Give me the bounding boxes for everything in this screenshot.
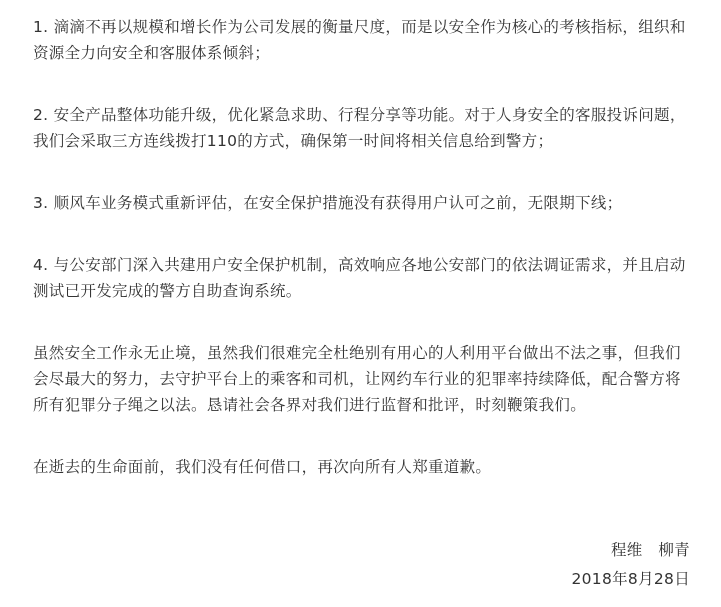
paragraph-point-1: 1. 滴滴不再以规模和增长作为公司发展的衡量尺度，而是以安全作为核心的考核指标，组织和资源全力向安全和客服体系倾斜； (33, 18, 686, 62)
signature-names: 程维 柳青 (610, 541, 690, 559)
paragraph-commitment: 虽然安全工作永无止境，虽然我们很难完全杜绝别有用心的人利用平台做出不法之事，但我们会尽最大的努力，去守护平台上的乘客和司机，让网约车行业的犯罪率持续降低，配合警方将所有犯罪分子绳之以法。恳请社会各界对我们进行监督和批评，时刻鞭策我们。 (33, 344, 681, 414)
letter-body (33, 14, 693, 516)
signature-block (571, 536, 690, 594)
paragraph-point-2: 2. 安全产品整体功能升级，优化紧急求助、行程分享等功能。对于人身安全的客服投诉问题，我们会采取三方连线拨打110的方式，确保第一时间将相关信息给到警方； (33, 106, 686, 150)
paragraph-point-3: 3. 顺风车业务模式重新评估，在安全保护措施没有获得用户认可之前，无限期下线； (33, 194, 623, 212)
signature-date: 2018年8月28日 (571, 570, 690, 588)
paragraph-point-4: 4. 与公安部门深入共建用户安全保护机制，高效响应各地公安部门的依法调证需求，并且启动测试已开发完成的警方自助查询系统。 (33, 256, 686, 300)
paragraph-apology: 在逝去的生命面前，我们没有任何借口，再次向所有人郑重道歉。 (33, 458, 492, 476)
